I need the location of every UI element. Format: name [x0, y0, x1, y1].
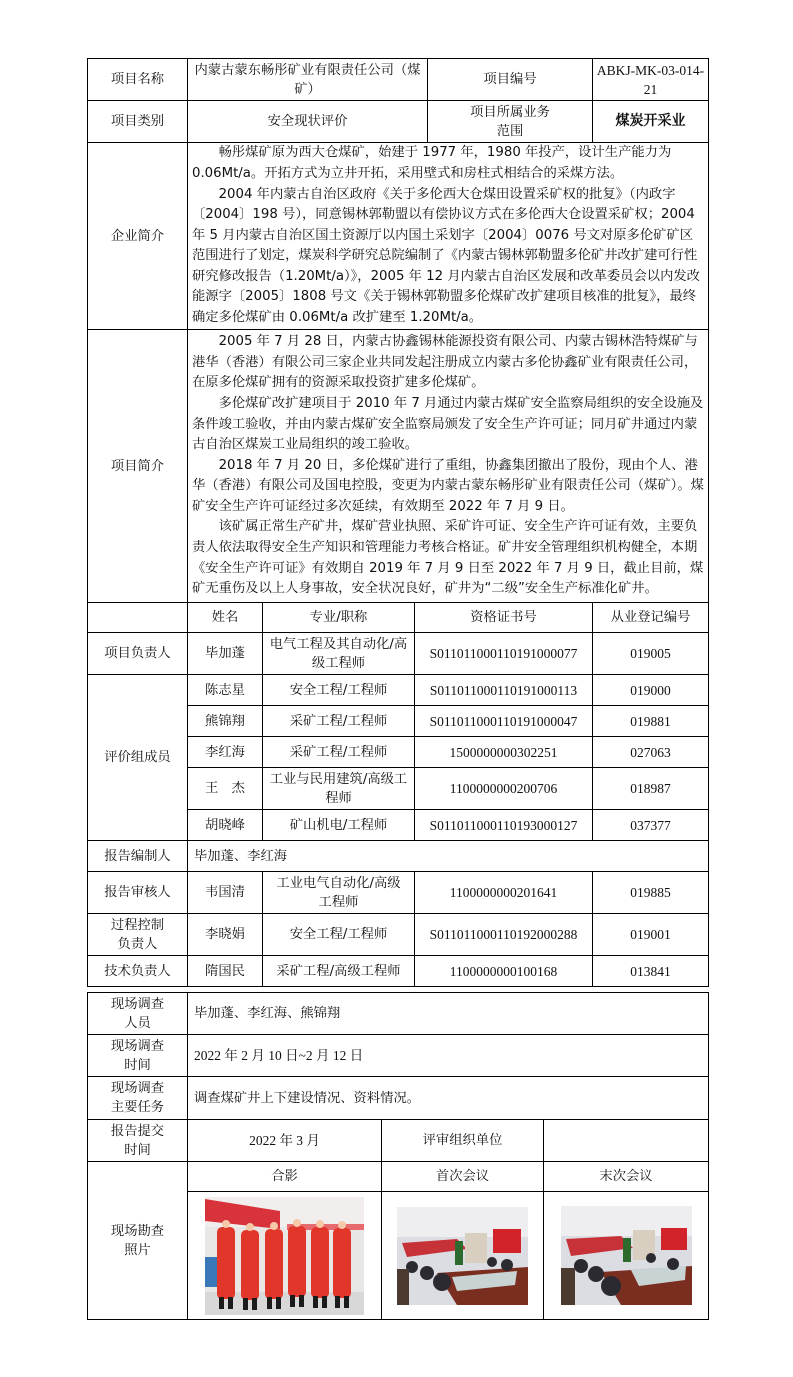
survey-staff-label: 现场调查人员: [88, 993, 188, 1035]
person-reg: 018987: [593, 768, 709, 810]
person-cert: 1100000000201641: [415, 872, 593, 914]
enterprise-intro-text: [188, 143, 709, 330]
role-label: 项目负责人: [88, 633, 188, 675]
photo-caption: 合影: [188, 1162, 382, 1192]
person-name: 韦国清: [188, 872, 263, 914]
report-submit-label: 报告提交时间: [88, 1120, 188, 1162]
project-paragraph: 2018 年 7 月 20 日，多伦煤矿进行了重组，协鑫集团撤出了股份，现由个人、港华（香港）有限公司及国电控股，变更为内蒙古蒙东畅彤矿业有限责任公司（煤矿）。煤矿安全生产许可证经过多次延续，有效期至 2022 年 7 月 9 日。: [192, 457, 704, 514]
person-title: 采矿工程/工程师: [263, 737, 415, 768]
project-type-label: 项目类别: [88, 101, 188, 143]
person-reg: 027063: [593, 737, 709, 768]
person-name: 王 杰: [188, 768, 263, 810]
person-name: 隋国民: [188, 956, 263, 987]
project-paragraph: 2005 年 7 月 28 日，内蒙古协鑫锡林能源投资有限公司、内蒙古锡林浩特煤矿与港华（香港）有限公司三家企业共同发起注册成立内蒙古多伦协鑫矿业有限责任公司，在原多伦煤矿拥有的资源采取投资扩建多伦煤矿。: [192, 334, 698, 391]
role-label: 技术负责人: [88, 956, 188, 987]
project-info-table: [87, 58, 709, 987]
person-name: 胡晓峰: [188, 810, 263, 841]
person-title: 采矿工程/工程师: [263, 706, 415, 737]
first-meeting-photo-image: [397, 1207, 528, 1305]
person-cert: S011011000110193000127: [415, 810, 593, 841]
person-name: 李红海: [188, 737, 263, 768]
person-reg: 013841: [593, 956, 709, 987]
person-title: 电气工程及其自动化/高级工程师: [263, 633, 415, 675]
person-reg: 019000: [593, 675, 709, 706]
photo-caption: 首次会议: [382, 1162, 544, 1192]
enterprise-paragraph: 畅彤煤矿原为西大仓煤矿，始建于 1977 年，1980 年投产，设计生产能力为 0.06Mt/a。开拓方式为立井开拓，采用壁式和房柱式相结合的采煤方法。: [192, 145, 672, 181]
project-name-value: 内蒙古蒙东畅彤矿业有限责任公司（煤矿）: [188, 59, 428, 101]
survey-task-row: [88, 1077, 709, 1120]
table-row: [88, 956, 709, 987]
survey-staff-row: [88, 993, 709, 1035]
role-label: 评价组成员: [88, 675, 188, 841]
project-intro-row: [88, 330, 709, 603]
enterprise-intro-row: [88, 143, 709, 330]
photo-caption-row: [88, 1162, 709, 1192]
site-photos-label: 现场勘查照片: [88, 1162, 188, 1320]
report-submit-value: 2022 年 3 月: [188, 1120, 382, 1162]
table-row: [88, 872, 709, 914]
column-header-name: 姓名: [188, 603, 263, 633]
person-title: 工业与民用建筑/高级工程师: [263, 768, 415, 810]
review-org-value: [544, 1120, 709, 1162]
person-reg: 019005: [593, 633, 709, 675]
enterprise-paragraph: 2004 年内蒙古自治区政府《关于多伦西大仓煤田设置采矿权的批复》（内政字〔2004〕198 号），同意锡林郭勒盟以有偿协议方式在多伦西大仓设置采矿权；2004 年 5 月内蒙古自治区国土资源厅以内国土采划字〔2004〕0076 号文对原多伦矿矿区范围进行了划定，煤炭科学研究总院编制了《内蒙古锡林郭勒盟多伦矿井改扩建可行性研究修改报告（1.20Mt/a）》，2005 年 12 月内蒙古自治区发展和改革委员会以内发改能源字〔2005〕1808 号文《关于锡林郭勒盟多伦煤矿改扩建项目核准的批复》，最终确定多伦煤矿由 0.06Mt/a 改扩建至 1.20Mt/a。: [192, 186, 700, 326]
last-meeting-photo-image: [561, 1206, 692, 1305]
person-cert: 1500000000302251: [415, 737, 593, 768]
person-title: 安全工程/工程师: [263, 675, 415, 706]
role-label: 报告编制人: [88, 841, 188, 872]
table-row: [88, 841, 709, 872]
person-title: 矿山机电/工程师: [263, 810, 415, 841]
project-paragraph: 多伦煤矿改扩建项目于 2010 年 7 月通过内蒙古煤矿安全监察局组织的安全设施及条件竣工验收，并由内蒙古煤矿安全监察局颁发了安全生产许可证；同月矿井通过内蒙古自治区煤炭工业局组织的竣工验收。: [192, 395, 704, 453]
survey-time-value: 2022 年 2 月 10 日~2 月 12 日: [188, 1035, 709, 1077]
project-no-label: 项目编号: [428, 59, 593, 101]
project-name-label: 项目名称: [88, 59, 188, 101]
person-reg: 019885: [593, 872, 709, 914]
column-header-reg: 从业登记编号: [593, 603, 709, 633]
column-header-title: 专业/职称: [263, 603, 415, 633]
person-cert: S011011000110191000047: [415, 706, 593, 737]
business-scope-value: 煤炭开采业: [593, 101, 709, 143]
person-cert: S011011000110191000077: [415, 633, 593, 675]
person-cert: S011011000110191000113: [415, 675, 593, 706]
person-name: 熊锦翔: [188, 706, 263, 737]
project-no-value: ABKJ-MK-03-014-21: [593, 59, 709, 101]
project-intro-label: 项目简介: [88, 330, 188, 603]
table-row: [88, 675, 709, 706]
personnel-header-row: [88, 603, 709, 633]
survey-time-row: [88, 1035, 709, 1077]
personnel-header-blank: [88, 603, 188, 633]
person-name: 陈志星: [188, 675, 263, 706]
person-title: 采矿工程/高级工程师: [263, 956, 415, 987]
person-cert: 1100000000100168: [415, 956, 593, 987]
project-intro-text: [188, 330, 709, 603]
table-row: [88, 633, 709, 675]
person-title: 安全工程/工程师: [263, 914, 415, 956]
survey-task-value: 调查煤矿井上下建设情况、资料情况。: [188, 1077, 709, 1120]
role-label: 过程控制负责人: [88, 914, 188, 956]
project-name-row: [88, 59, 709, 101]
column-header-cert: 资格证书号: [415, 603, 593, 633]
report-submit-row: [88, 1120, 709, 1162]
review-org-label: 评审组织单位: [382, 1120, 544, 1162]
person-name: 李晓娟: [188, 914, 263, 956]
person-title: 工业电气自动化/高级工程师: [263, 872, 415, 914]
person-cert: 1100000000200706: [415, 768, 593, 810]
project-paragraph: 该矿属正常生产矿井，煤矿营业执照、采矿许可证、安全生产许可证有效，主要负责人依法取得安全生产知识和管理能力考核合格证。矿井安全管理组织机构健全，本期《安全生产许可证》有效期自 2019 年 7 月 9 日至 2022 年 7 月 9 日，截止目前，煤矿无重伤及以上人身事故，安全状况良好，矿井为“二级”安全生产标准化矿井。: [192, 519, 704, 597]
person-cert: S011011000110192000288: [415, 914, 593, 956]
person-reg: 037377: [593, 810, 709, 841]
enterprise-intro-label: 企业简介: [88, 143, 188, 330]
person-reg: 019881: [593, 706, 709, 737]
project-type-value: 安全现状评价: [188, 101, 428, 143]
survey-time-label: 现场调查时间: [88, 1035, 188, 1077]
role-label: 报告审核人: [88, 872, 188, 914]
survey-staff-value: 毕加蓬、李红海、熊锦翔: [188, 993, 709, 1035]
compiler-value: 毕加蓬、李红海: [188, 841, 709, 872]
photo-caption: 末次会议: [544, 1162, 709, 1192]
business-scope-label: 项目所属业务范围: [428, 101, 593, 143]
table-row: [88, 914, 709, 956]
project-type-row: [88, 101, 709, 143]
photo-cell: [188, 1192, 382, 1320]
person-reg: 019001: [593, 914, 709, 956]
person-name: 毕加蓬: [188, 633, 263, 675]
group-photo-image: [205, 1197, 364, 1315]
photo-cell: [544, 1192, 709, 1320]
photo-cell: [382, 1192, 544, 1320]
survey-info-table: [87, 992, 709, 1320]
survey-task-label: 现场调查主要任务: [88, 1077, 188, 1120]
